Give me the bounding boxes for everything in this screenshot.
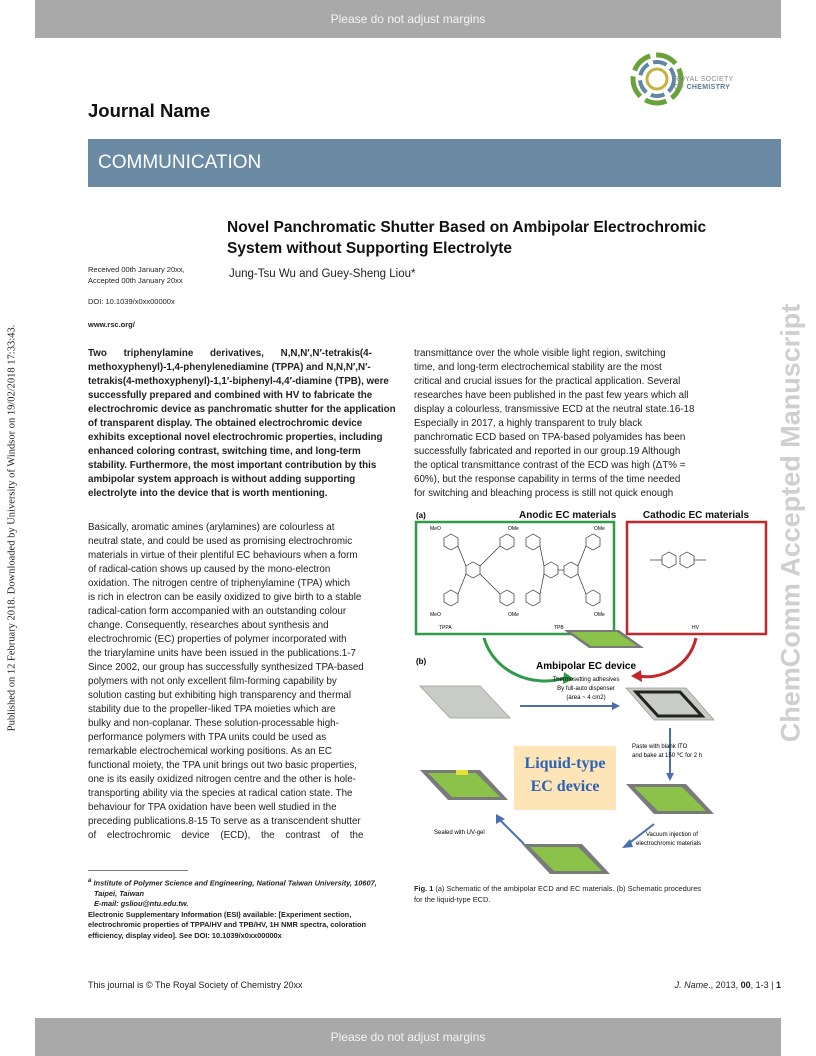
figure-1 bbox=[414, 508, 784, 878]
footnote-rule bbox=[88, 870, 188, 871]
step3-line1: Vacuum injection of bbox=[646, 832, 698, 838]
step1-line2: By full-auto dispenser bbox=[557, 686, 615, 692]
body-line: of electrochromic device (ECD), the contrast of the bbox=[88, 830, 364, 841]
body-line: change. Consequently, researches about synthesis and bbox=[88, 620, 329, 631]
panel-a-label: (a) bbox=[416, 511, 426, 520]
arrow-step4 bbox=[500, 820, 524, 844]
accepted-date: Accepted 00th January 20xx bbox=[88, 275, 183, 285]
abstract-line: Two triphenylamine derivatives, N,N,N′,N′-tetrakis(4- bbox=[88, 348, 372, 359]
caption-text: (a) Schematic of the ambipolar ECD and EC materials. (b) Schematic procedures bbox=[433, 884, 702, 893]
tppa-label: TPPA bbox=[439, 625, 452, 631]
figure-caption bbox=[414, 883, 784, 905]
author-email[interactable]: E-mail: gsliou@ntu.edu.tw. bbox=[94, 899, 189, 909]
body-line: the optical transmittance contrast of the ECD was high (ΔT% = bbox=[414, 460, 686, 471]
doi-text: DOI: 10.1039/x0xx00000x bbox=[88, 297, 175, 306]
abstract-line: of transparent display. The obtained electrochromic device bbox=[88, 418, 363, 429]
article-title bbox=[227, 217, 767, 259]
body-line: neutral state, and could be used as promising electrochromic bbox=[88, 536, 353, 547]
body-line: remarkable electrochemical working positions. As an EC bbox=[88, 746, 332, 757]
caption-line: for the liquid-type ECD. bbox=[414, 895, 491, 904]
body-line: display a colourless, transmissive ECD at the neutral state.16-18 bbox=[414, 404, 695, 415]
body-line: 60%), but the response capability in terms of the time needed bbox=[414, 474, 681, 485]
body-line: behaviour for TPA oxidation have been well studied in the bbox=[88, 802, 337, 813]
abstract-line: stability. Furthermore, the most important contribution by this bbox=[88, 460, 377, 471]
body-line: Since 2002, our group has successfully synthesized TPA-based bbox=[88, 662, 364, 673]
liquid-type-line1: Liquid-type bbox=[524, 755, 606, 772]
body-line: transmittance over the whole visible light region, switching bbox=[414, 348, 666, 359]
tpb-label: TPB bbox=[554, 625, 564, 631]
abstract-line: electrochromic device as panchromatic shutter for the application bbox=[88, 404, 396, 415]
body-line: functional moiety, the TPA unit brings out two basic properties, bbox=[88, 760, 358, 771]
abstract-line: tetrakis(4-methoxyphenyl)-1,1′-biphenyl-4,4′-diamine (TPB), were bbox=[88, 376, 389, 387]
publication-stamp bbox=[0, 0, 24, 1056]
received-date: Received 00th January 20xx, bbox=[88, 265, 185, 274]
ome-label: OMe bbox=[508, 526, 519, 532]
abstract bbox=[88, 347, 400, 501]
step3-line2: electrochromic materials bbox=[636, 841, 702, 847]
accepted-manuscript-text: ChemComm Accepted Manuscript bbox=[775, 303, 806, 743]
esi-note: Electronic Supplementary Information (ESI) available: [Experiment section, bbox=[88, 909, 352, 919]
abstract-line: electrolyte into the device that is worth mentioning. bbox=[88, 488, 328, 499]
body-line: critical and crucial issues for the practical application. Several bbox=[414, 376, 681, 387]
body-line: materials in virtue of their plentiful EC behaviours when a form bbox=[88, 550, 358, 561]
device-title: Ambipolar EC device bbox=[535, 661, 637, 672]
rsc-logo-line1: ROYAL SOCIETY bbox=[674, 76, 734, 83]
title-line: Novel Panchromatic Shutter Based on Ambipolar Electrochromic bbox=[227, 219, 707, 236]
meo-label: MeO bbox=[430, 612, 441, 618]
liquid-type-line2: EC device bbox=[530, 778, 600, 795]
body-column-right bbox=[414, 347, 784, 501]
abstract-line: exhibits exceptional novel electrochromic properties, including bbox=[88, 432, 383, 443]
step1-line1: Thermosetting adhesives bbox=[552, 677, 620, 683]
ome-label: OMe bbox=[594, 526, 605, 532]
cathodic-title: Cathodic EC materials bbox=[642, 510, 750, 521]
step4-label: Sealed with UV-gel bbox=[434, 830, 485, 836]
step1-line3: (area ~ 4 cm2) bbox=[566, 695, 606, 701]
body-line: one is its easily oxidized nitrogen centre and the other is hole- bbox=[88, 774, 356, 785]
ome-label: OMe bbox=[508, 612, 519, 618]
body-line: solution casting but exhibiting high transparency and thermal bbox=[88, 690, 352, 701]
anodic-title: Anodic EC materials bbox=[519, 510, 617, 521]
uv-gel-seal bbox=[456, 770, 468, 775]
footnotes bbox=[88, 876, 400, 941]
author-list: Jung-Tsu Wu and Guey-Sheng Liou* bbox=[229, 268, 416, 280]
article-type-banner: COMMUNICATION bbox=[88, 139, 781, 187]
bottom-margin-banner: Please do not adjust margins bbox=[35, 1018, 781, 1056]
body-line: Basically, aromatic amines (arylamines) are colourless at bbox=[88, 522, 335, 533]
arrowhead-icon bbox=[612, 702, 620, 710]
top-margin-banner: Please do not adjust margins bbox=[35, 0, 781, 38]
body-line: of radical-cation shows up caused by the mono-electron bbox=[88, 564, 331, 575]
body-line: radical-cation form accompanied with an outstanding colour bbox=[88, 606, 347, 617]
body-line: is rich in electron can be easily oxidized to give birth to a stable bbox=[88, 592, 362, 603]
step2-line1: Paste with blank ITO bbox=[632, 744, 688, 750]
page-footer bbox=[88, 980, 781, 990]
body-line: bulky and non-coplanar. These solution-processable high- bbox=[88, 718, 339, 729]
caption-label: Fig. 1 bbox=[414, 884, 434, 893]
body-line: for switching and bleaching process is still not quick enough bbox=[414, 488, 674, 499]
abstract-line: ambipolar system approach is without adding supporting bbox=[88, 474, 356, 485]
cathodic-materials-box bbox=[627, 522, 766, 634]
abstract-line: methoxyphenyl)-1,4-phenylenediamine (TPPA) and N,N,N′,N′- bbox=[88, 362, 371, 373]
panel-b-label: (b) bbox=[416, 657, 427, 666]
citation: J. Name., 2013, 00, 1-3 | 1 bbox=[674, 980, 781, 990]
rsc-logo bbox=[630, 52, 786, 112]
body-line: oxidation. The nitrogen centre of triphenylamine (TPA) which bbox=[88, 578, 351, 589]
title-line: System without Supporting Electrolyte bbox=[227, 240, 513, 257]
body-column-left bbox=[88, 521, 400, 843]
esi-note: efficiency, display video]. See DOI: 10.1039/x0xx00000x bbox=[88, 930, 282, 940]
body-line: stability due to the propeller-liked TPA moieties which are bbox=[88, 704, 336, 715]
publication-stamp-text: Published on 12 February 2018. Downloaded by University of Windsor on 19/02/2018 17:33:43. bbox=[6, 324, 18, 732]
copyright-text: This journal is © The Royal Society of Chemistry 20xx bbox=[88, 980, 303, 990]
journal-name: Journal Name bbox=[88, 100, 211, 121]
arrow-anodic-to-device bbox=[484, 638, 564, 681]
ome-label: OMe bbox=[594, 612, 605, 618]
body-line: successfully fabricated and reported in our group.19 Although bbox=[414, 446, 681, 457]
esi-note: electrochromic properties of TPPA/HV and TPB/HV, 1H NMR spectra, coloration bbox=[88, 920, 367, 930]
abstract-line: successfully prepared and combined with HV to fabricate the bbox=[88, 390, 373, 401]
body-line: performance polymers with TPA units could be used as bbox=[88, 732, 327, 743]
body-line: panchromatic ECD based on TPA-based polyamides has been bbox=[414, 432, 686, 443]
abstract-line: enhanced coloring contrast, switching time, and long-term bbox=[88, 446, 361, 457]
rsc-url[interactable]: www.rsc.org/ bbox=[88, 320, 135, 329]
hv-label: HV bbox=[692, 625, 699, 631]
body-line: electrochromic (EC) properties of polymer incorporated with bbox=[88, 634, 347, 645]
blank-ito-glass bbox=[420, 686, 510, 718]
body-line: researches have been published in the past few years which all bbox=[414, 390, 689, 401]
arrow-cathodic-to-device bbox=[639, 638, 696, 677]
caption-line bbox=[414, 883, 784, 894]
body-line: polymers with not only excellent film-forming capability by bbox=[88, 676, 337, 687]
rsc-logo-line2: OF CHEMISTRY bbox=[674, 84, 731, 91]
body-line: transporting ability via the species at radical cation state. The bbox=[88, 788, 353, 799]
arrowhead-icon bbox=[666, 773, 674, 781]
body-line: preceding publications.8-15 To serve as a transcendent shutter bbox=[88, 816, 361, 827]
step2-line2: and bake at 150 ℃ for 2 h bbox=[632, 753, 703, 759]
affiliation: $^a$ Institute of Polymer Science and Engineering, National Taiwan University, 10607, bbox=[88, 877, 377, 888]
affiliation-line2: Taipei, Taiwan bbox=[94, 888, 144, 898]
body-line: Especially in 2017, a highly transparent to truly black bbox=[414, 418, 643, 429]
received-dates bbox=[88, 265, 185, 286]
body-line: the triarylamine units have been issued in the publications.1-7 bbox=[88, 648, 356, 659]
meo-label: MeO bbox=[430, 526, 441, 532]
body-line: time, and long-term electrochemical stability are the most bbox=[414, 362, 662, 373]
